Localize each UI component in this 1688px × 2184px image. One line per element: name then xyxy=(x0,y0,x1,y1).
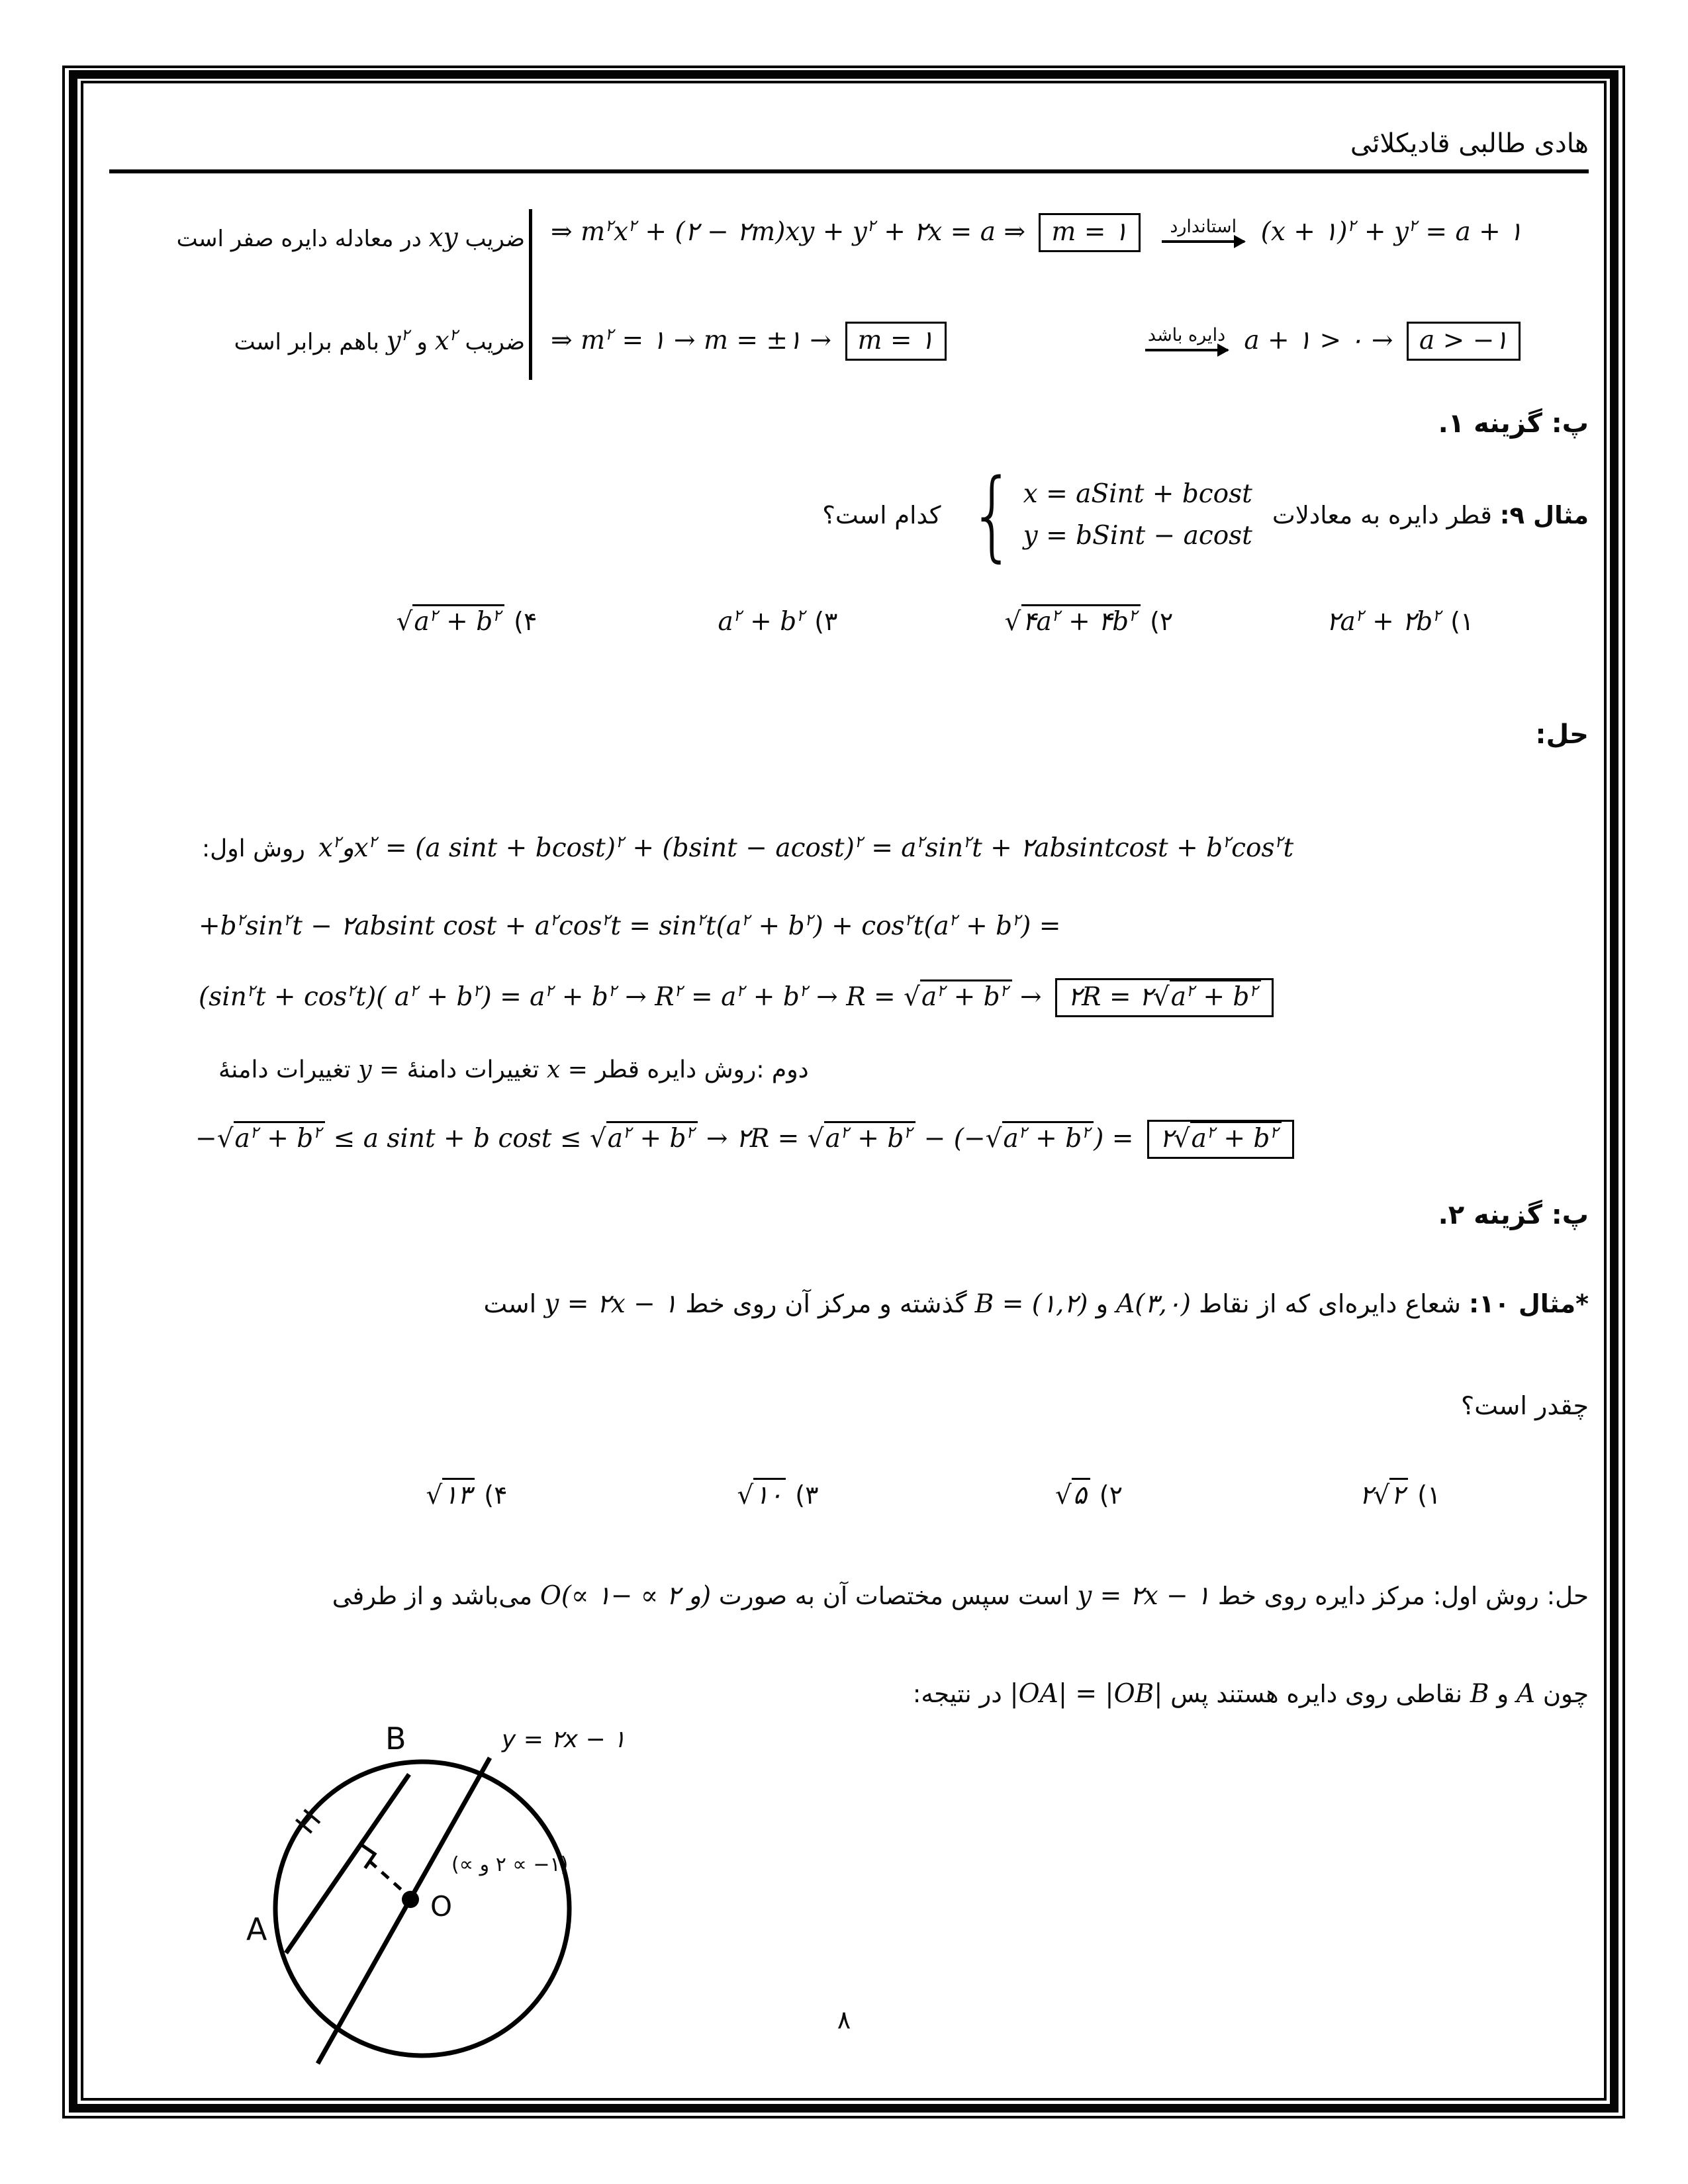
system-brace: { xyxy=(968,458,1015,572)
option-formula: √۱۰ xyxy=(737,1480,786,1512)
diagram-label-O: O xyxy=(430,1890,453,1923)
example9-question-row xyxy=(822,458,1589,572)
diagram-chord-AB xyxy=(286,1774,409,1953)
example9-method2-inequality: $-√a^۲ + b^۲ \le a$ sint + b $\cos t \le √a^۲ + b^۲$ → ۲R = $√a^۲ + b^۲ - (-√a^۲ + b^۲$ ) = $۲√a^۲ + b^۲$ xyxy=(195,1120,1299,1159)
diagram-label-H: H xyxy=(289,1803,328,1841)
example9-question-text xyxy=(1272,497,1589,534)
system-equation-y: y = bSint − acost xyxy=(1023,520,1252,551)
option-number: (۳ xyxy=(814,607,838,636)
diagram-center-dot xyxy=(402,1891,419,1908)
example10-solution-line2: چون A و B نقاطی روی دایره هستند پس |OA| = |OB| در نتیجه: xyxy=(912,1679,1589,1709)
derivation-equation-1: ⇒ $m^۲x^۲$ + (۲ − ۲m)xy + $y^۲$ + ۲x = a ⇒ m = ۱ استاندارد (x + ۱)$^۲$ + $y^۲ = a$ + ۱ xyxy=(551,213,1523,252)
option-formula: √۵ xyxy=(1055,1480,1090,1512)
method1-label: روش اول: xyxy=(202,835,305,862)
option-number: (۴ xyxy=(484,1480,508,1510)
example9-method1-line2: $+b^۲\sin^۲t$ − ۲absint $\cos t + a^۲\cos^۲t = \sin^۲t(a^۲ + b^۲) + \cos^۲t(a^۲ + b^۲)$ = xyxy=(199,911,1061,941)
example10-label: *مثال ۱۰: xyxy=(1469,1289,1589,1318)
example9-solution-label: حل: xyxy=(1535,719,1589,750)
derivation-equation-2-left: ⇒ $m^۲$ = ۱ → m = ±۱ → m = ۱ xyxy=(551,322,952,361)
example9-options-row xyxy=(311,606,1556,639)
example9-question-suffix: کدام است؟ xyxy=(822,500,941,529)
example9-option-2 xyxy=(933,606,1244,639)
example10-options-row xyxy=(311,1480,1556,1512)
header-author-name: هادی طالبی قادیکلائی xyxy=(1350,128,1589,159)
option-formula: $√a^۲ + b^۲$ xyxy=(397,606,505,639)
example10-option-1 xyxy=(1244,1480,1556,1512)
example10-question xyxy=(483,1285,1589,1323)
example10-question-line2: چقدر است؟ xyxy=(1461,1391,1589,1420)
diagram-center-line xyxy=(318,1758,490,2064)
option-formula: ۲√۲ xyxy=(1359,1480,1408,1512)
example9-option-4 xyxy=(311,606,622,639)
example10-option-3 xyxy=(622,1480,933,1512)
diagram-label-B: B xyxy=(385,1721,406,1756)
example10-solution-line1: حل: روش اول: مرکز دایره روی خط y = ۲x − ۱ است سپس مختصات آن به صورت O(∝ و ۲ ∝ −۱) می‌باشد و از طرفی xyxy=(332,1581,1589,1611)
option-number: (۴ xyxy=(514,607,538,636)
example9-equation-system xyxy=(961,458,1252,572)
circle-diagram xyxy=(218,1713,642,2083)
example9-method1-line1 xyxy=(202,833,1293,865)
example9-option-1 xyxy=(1244,606,1556,639)
derivation-annotation-2: ضریب $x^۲$ و $y^۲$ باهم برابر است xyxy=(234,326,525,356)
example10-option-4 xyxy=(311,1480,622,1512)
option-formula: $a^۲ + b^۲$ xyxy=(718,606,806,637)
option-formula: $۲a^۲$ + $۲b^۲$ xyxy=(1326,606,1442,637)
option-number: (۳ xyxy=(795,1480,819,1510)
diagram-perpendicular-dashed xyxy=(369,1861,408,1895)
diagram-center-coordinates-label: (∝ و ۲ ∝ −۱) xyxy=(451,1853,569,1876)
example10-option-2 xyxy=(933,1480,1244,1512)
diagram-circle xyxy=(275,1762,569,2056)
option-formula: √۱۳ xyxy=(426,1480,475,1512)
header-rule xyxy=(109,169,1589,173)
diagram-label-A: A xyxy=(246,1911,267,1947)
diagram-line-equation-label: y = ۲x − ۱ xyxy=(502,1726,626,1753)
method1-math1: $x^۲وx^۲ = (a$ $\sin t + bcost)^۲ + (bsint - acost)^۲ = a^۲\sin^۲t$ + ۲absintcost + $b^۲\cos^۲t$ xyxy=(318,833,1294,863)
option-number: (۲ xyxy=(1150,607,1174,636)
example9-method1-line3: $(\sin^۲t + \cos^۲t)$( $a^۲ + b^۲) = a^۲ + b^۲ \to R^۲ = a^۲ + b^۲ \to R = √a^۲ + b^۲$ → ۲R = $۲√a^۲ + b^۲$ xyxy=(199,978,1279,1017)
derivation-equation-2-right: دایره باشد a + ۱ > ۰ → a > −۱ xyxy=(1137,322,1526,361)
option-formula: $√۴a^۲$ + $۴b^۲$ xyxy=(1005,606,1141,639)
derivation-divider-bar xyxy=(529,209,532,380)
answer-note-option1: پ: گزینه ۱. xyxy=(1438,408,1589,439)
answer-note-option2: پ: گزینه ۲. xyxy=(1438,1200,1589,1230)
option-number: (۱ xyxy=(1450,607,1474,636)
option-number: (۱ xyxy=(1417,1480,1441,1510)
example9-option-3 xyxy=(622,606,933,639)
example9-question-prefix: قطر دایره به معادلات xyxy=(1272,500,1492,529)
example9-label: مثال ۹: xyxy=(1499,500,1589,529)
example9-method2-line: دامنۀ تغییرات y = دامنۀ تغییرات x = قطر دایره :روش دوم xyxy=(218,1056,809,1083)
example10-question-body: شعاع دایره‌ای که از نقاط A(۳,۰) و B = (۱,۲) گذشته و مرکز آن روی خط y = ۲x − ۱ است xyxy=(483,1289,1461,1319)
option-number: (۲ xyxy=(1099,1480,1123,1510)
derivation-annotation-1: ضریب xy در معادله دایره صفر است xyxy=(176,223,525,253)
page-number: ۸ xyxy=(837,2005,851,2034)
system-equation-x: x = aSint + bcost xyxy=(1023,478,1252,509)
